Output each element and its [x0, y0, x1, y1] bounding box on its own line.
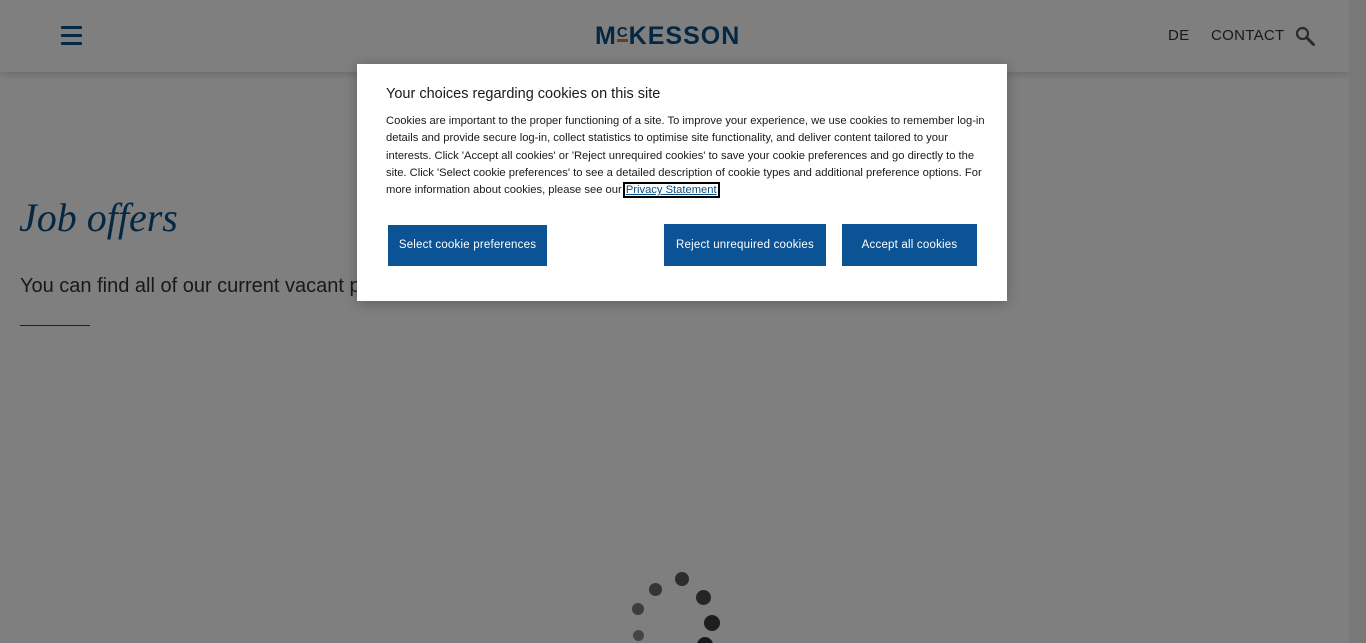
- cookie-dialog-title: Your choices regarding cookies on this site: [386, 86, 661, 102]
- cookie-dialog-description: [386, 113, 986, 199]
- privacy-statement-link[interactable]: Privacy Statement: [625, 184, 717, 197]
- select-cookie-preferences-button[interactable]: Select cookie preferences: [388, 225, 547, 266]
- reject-unrequired-cookies-button[interactable]: Reject unrequired cookies: [664, 224, 826, 266]
- cookie-dialog-body-text: Cookies are important to the proper functioning of a site. To improve your experience, we use cookies to remember log-in details and provide secure log-in, collect statistics to optimise site functionality, and deliver content tailored to your interests. Click 'Accept all cookies' or 'Reject unrequired cookies' to save your cookie preferences and go directly to the site. Click 'Select cookie preferences' to see a detailed description of cookie types and additional preference options. For more information about cookies, please see our: [386, 115, 985, 197]
- cookie-consent-dialog: [357, 64, 1007, 301]
- accept-all-cookies-button[interactable]: Accept all cookies: [842, 224, 977, 266]
